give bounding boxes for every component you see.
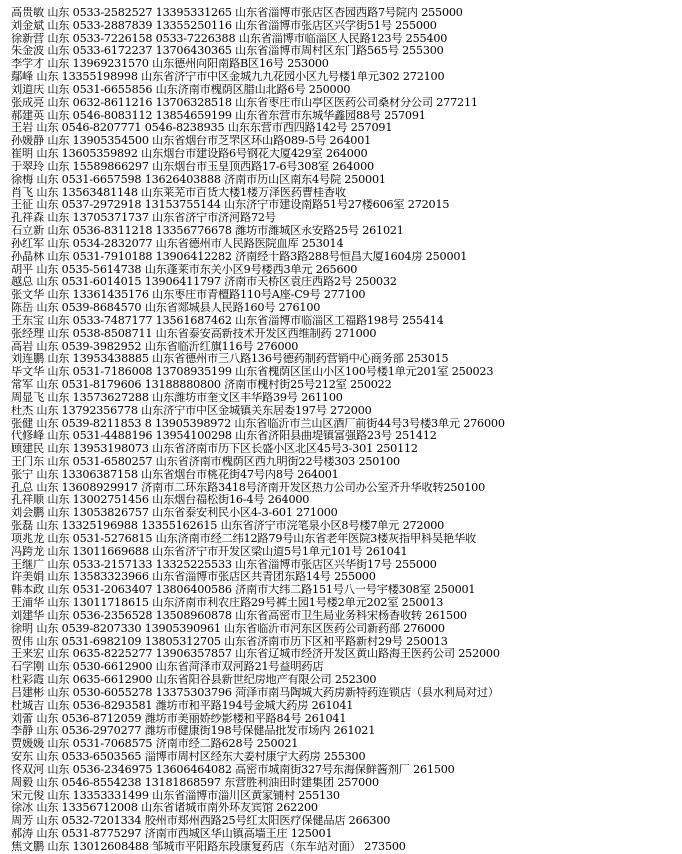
- contact-line: 郝涛 山东 0531-8775297 济南市西城区华山镇高墙王庄 125001: [11, 828, 333, 840]
- contact-line: 孙媛静 山东 13905354500 山东省烟台市芝罘区环山路089-5号 264001: [11, 135, 372, 148]
- contact-line: 冯跨龙 山东 13011669688 山东省济宁市开发区梁山道5号1单元101号 261041: [11, 545, 408, 558]
- contact-line: 杜彩霞 山东 0635-6612900 山东省阳谷县新世纪房地产有限公司 252300: [11, 674, 377, 687]
- contact-line: 项兆龙 山东 0531-5276815 山东济南市经二纬12路79号山东省老年医院3楼灰指甲科吴艳华收: [11, 532, 476, 545]
- contact-line: 张健 山东 0539-8211853 8 13905398972 山东省临沂市兰山区酒厂前街44号3号楼3单元 276000: [11, 417, 505, 430]
- contact-line: 常军 山东 0531-8179606 13188880800 济南市槐村街25号212室 250022: [11, 379, 392, 392]
- contact-line: 王继广 山东 0533-2157133 13325225533 山东省淄博市张店区兴华街17号 255000: [11, 558, 437, 571]
- contact-line: 李学才 山东 13969231570 山东德州向阳南路B区16号 253000: [11, 58, 329, 71]
- contact-line: 焦文鹏 山东 13012608488 邹城市平阳路东段康复药店（东车站对面） 273500: [11, 840, 406, 853]
- contact-line: 石学刚 山东 0530-6612900 山东省菏泽市双河路21号益明药店: [11, 661, 324, 674]
- contact-line: 石立新 山东 0536-8311218 13356776678 潍坊市潍城区永安路25号 261021: [11, 225, 404, 238]
- contact-line: 徐明 山东 0539-8207330 13905390961 山东省临沂市河东区医药公司新药部 276000: [11, 622, 445, 635]
- contact-line: 王岩 山东 0546-8207771 0546-8238935 山东东营市西四路142号 257091: [11, 122, 393, 135]
- contact-line: 安东 山东 0533-6503565 淄博市周村区经东大姜村康宁大药房 255300: [11, 751, 366, 764]
- contact-line: 徐梅 山东 0531-6657598 13626403888 济南市历山区南东4号院 250001: [11, 173, 386, 186]
- contact-line: 孙红军 山东 0534-2832077 山东省德州市人民路医院血库 253014: [11, 237, 344, 250]
- contact-line: 朱金波 山东 0533-6172237 13706430365 山东省淄博市周村区东门路565号 255300: [11, 45, 444, 58]
- contact-line: 刘道庆 山东 0531-6655856 山东济南市槐荫区腊山北路6号 250000: [11, 83, 351, 96]
- contact-line: 肖飞 山东 13563481148 山东莱芜市百货大楼1楼万泽医药曹桂香收: [11, 186, 346, 199]
- contact-list: [11, 7, 679, 854]
- contact-line: 韩本政 山东 0531-2063407 13806400586 济南市大纬二路151号八一号宇楼308室 250001: [11, 584, 476, 597]
- contact-line: 贺伟 山东 0531-6982109 13805312705 山东省济南市历下区和平路新村29号 250013: [11, 635, 448, 648]
- contact-line: 周毅 山东 0546-8554238 13181868597 东营胜利油田时建集团 257000: [11, 776, 379, 789]
- contact-line: 张文华 山东 13361435176 山东枣庄市青檀路110号A座-C9号 277100: [11, 289, 366, 302]
- contact-line: 孔总 山东 13608929917 济南市二环东路3418号济南开发区热力公司办公室齐升华收转250100: [11, 481, 485, 494]
- contact-line: 佟双河 山东 0536-2346975 13606464082 高密市城南街327号东海保鲜酱剂厂 261500: [11, 763, 455, 776]
- contact-line: 高贵敏 山东 0533-2582527 13395331265 山东省淄博市张店区杏园西路7号院内 255000: [11, 7, 463, 19]
- contact-line: 刘会鹏 山东 13053826757 山东省泰安利民小区4-3-601 271000: [11, 507, 338, 520]
- contact-line: 张经理 山东 0538-8508711 山东省泰安高新技术开发区西维制药 271000: [11, 327, 377, 340]
- contact-line: 王东宝 山东 0533-7487177 13561687462 山东省淄博市临淄区工福路198号 255414: [11, 314, 444, 327]
- contact-line: 孔祥顺 山东 13002751456 山东烟台福松街16-4号 264000: [11, 494, 310, 507]
- contact-line: 刘金斌 山东 0533-2887839 13355250116 山东省淄博市张店区兴学街51号 255000: [11, 19, 437, 32]
- contact-line: 李静 山东 0536-2970277 潍坊市健康街198号保健品批发市场内 261021: [11, 725, 376, 738]
- contact-line: 陈岳 山东 0539-8684570 山东省郯城县人民路160号 276100: [11, 302, 321, 315]
- contact-line: 郝建英 山东 0546-8083112 13854659199 山东省东营市东城华鑫园88号 257091: [11, 109, 426, 122]
- contact-line: 代修峰 山东 0531-4488196 13954100298 山东省济阳县曲堤镇富强路23号 251412: [11, 430, 437, 443]
- contact-line: 宋元俊 山东 13353331499 山东省淄博市淄川区黄家铺村 255130: [11, 789, 340, 802]
- contact-line: 刘建华 山东 0536-2356528 13508960878 山东省高密市卫生局业务科宋杨香收转 261500: [11, 609, 467, 622]
- contact-line: 许美娟 山东 13583323966 山东省淄博市张店区共青团东路14号 255000: [11, 571, 376, 584]
- contact-line: 越总 山东 0531-6014015 13906411797 济南市天桥区袁庄西路2号 250032: [11, 276, 397, 289]
- contact-line: 顾建民 山东 13953198073 山东省济南市历下区长盛小区北区45号3-301 250112: [11, 443, 418, 456]
- contact-line: 吕建彬 山东 0530-6055278 13375303796 菏泽市南马陶城大药房新特药连锁店（县水利局对过）: [11, 686, 499, 699]
- contact-line: 高岩 山东 0539-3982952 山东省临沂红旗116号 276000: [11, 340, 299, 353]
- contact-line: 张磊 山东 13325196988 13355162615 山东省济宁市浣笔泉小区8号楼7单元 272000: [11, 520, 445, 533]
- contact-line: 王征 山东 0537-2972918 13153755144 山东济宁市建设南路51号27楼606室 272015: [11, 199, 450, 212]
- contact-line: 张成亮 山东 0632-8611216 13706328518 山东省枣庄市山亭区医药公司桑材分公司 277211: [11, 96, 478, 109]
- contact-line: 孙晶林 山东 0531-7910188 13906412282 济南经十路3路288号恒昌大厦1604房 250001: [11, 250, 468, 263]
- contact-line: 徐冰 山东 13356712008 山东省诸城市南外环友宾馆 262200: [11, 802, 318, 815]
- contact-line: 刘连鹏 山东 13953438885 山东省德州市三八路136号德药制药营销中心商务部 253015: [11, 353, 449, 366]
- contact-line: 周芳 山东 0532-7201334 胶州市郑州西路25号红太阳医疗保健品店 266300: [11, 815, 391, 828]
- contact-line: 张宁 山东 13306387158 山东省烟台市桃花街47号内8号 264001: [11, 468, 339, 481]
- contact-line: 周显飞 山东 13573627288 山东潍坊市奎文区丰华路39号 261100: [11, 391, 343, 404]
- contact-line: 崔明 山东 13605359892 山东烟台市建设路6号钢花大厦429室 264000: [11, 148, 368, 161]
- contact-line: 于翠玲 山东 15589866297 山东烟台市玉皇顶西路17-6号308室 264000: [11, 160, 374, 173]
- contact-line: 王来宏 山东 0635-8225277 13906357857 山东省辽城市经济开发区黄山路海王医药公司 252000: [11, 648, 500, 661]
- contact-line: 毕文华 山东 0531-7186008 13708935199 山东省槐荫区匡山小区100号楼1单元201室 250023: [11, 366, 494, 379]
- contact-line: 刘蕾 山东 0536-8712059 潍坊市美丽娇纱影楼和平路84号 261041: [11, 712, 347, 725]
- contact-line: 贾媛媛 山东 0531-7068575 济南市经二路628号 250021: [11, 738, 299, 751]
- contact-line: 王门东 山东 0531-6580257 山东省济南市槐荫区西九明街22号楼303 250100: [11, 455, 400, 468]
- contact-line: 鄢峰 山东 13355198998 山东省济宁市中区金城九九花园小区九号楼1单元302 272100: [11, 71, 445, 84]
- contact-line: 胡平 山东 0535-5614738 山东蓬莱市东关小区9号楼西3单元 265600: [11, 263, 358, 276]
- contact-line: 王浦华 山东 13011718615 山东济南市利农庄路29号裤土园1号楼2单元202室 250013: [11, 597, 444, 610]
- contact-line: 孔祥森 山东 13705371737 山东省济宁市济河路72号: [11, 212, 276, 225]
- contact-line: 杜杰 山东 13792356778 山东济宁市中区金城镇关东居委197号 272000: [11, 404, 372, 417]
- contact-line: 徐新营 山东 0533-7226158 0533-7226388 山东省淄博市临淄区人民路123号 255400: [11, 32, 448, 45]
- contact-line: 杜城吉 山东 0536-8293581 潍坊市和平路194号金城大药房 261041: [11, 699, 354, 712]
